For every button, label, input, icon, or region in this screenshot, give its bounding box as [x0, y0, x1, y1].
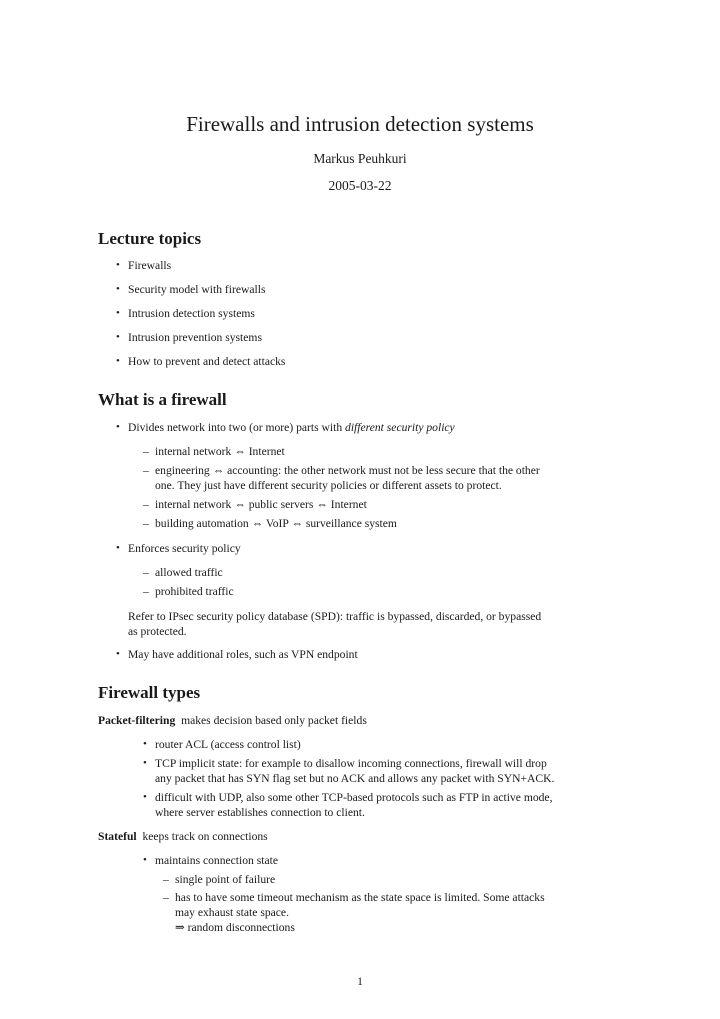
section-heading-firewall-types: Firewall types — [98, 683, 201, 702]
bullet-marker: • — [143, 757, 147, 769]
list-item-topic: Firewalls — [128, 259, 172, 272]
list-item: difficult with UDP, also some other TCP-based protocols such as FTP in active mode, — [155, 791, 553, 804]
sub-list-item-continuation: ⇒ random disconnections — [175, 921, 295, 934]
definition-item — [98, 829, 268, 844]
dash-marker: – — [163, 873, 169, 886]
dash-marker: – — [143, 445, 149, 458]
list-item-topic: Security model with firewalls — [128, 283, 266, 296]
dash-marker: – — [143, 585, 149, 598]
bullet-marker: • — [143, 738, 147, 750]
list-item: Enforces security policy — [128, 542, 241, 555]
sub-list-item: prohibited traffic — [155, 585, 234, 598]
bullet-marker: • — [116, 421, 120, 433]
bullet-marker: • — [116, 648, 120, 660]
definition-desc: makes decision based only packet fields — [181, 714, 367, 727]
list-item: router ACL (access control list) — [155, 738, 301, 751]
paragraph-text: Refer to IPsec security policy database (SPD): traffic is bypassed, discarded, or bypassed — [128, 610, 542, 623]
bullet-marker: • — [116, 307, 120, 319]
emphasis-text: different security policy — [345, 421, 455, 434]
sub-list-item-continuation: one. They just have different security policies or different assets to protect. — [155, 479, 502, 492]
list-item: TCP implicit state: for example to disallow incoming connections, firewall will drop — [155, 757, 547, 770]
sub-list-item: internal network ⇔ public servers ⇔ Internet — [155, 498, 367, 511]
bullet-marker: • — [116, 259, 120, 271]
sub-list-item: has to have some timeout mechanism as the state space is limited. Some attacks — [175, 891, 545, 904]
list-item-topic: Intrusion prevention systems — [128, 331, 262, 344]
dash-marker: – — [163, 891, 169, 904]
bullet-marker: • — [143, 854, 147, 866]
document-author: Markus Peuhkuri — [313, 151, 407, 166]
bullet-marker: • — [116, 283, 120, 295]
list-item: May have additional roles, such as VPN endpoint — [128, 648, 358, 661]
list-item-continuation: any packet that has SYN flag set but no ACK and allows any packet with SYN+ACK. — [155, 772, 555, 785]
paragraph-text: as protected. — [128, 625, 187, 638]
list-item-topic: How to prevent and detect attacks — [128, 355, 286, 368]
dash-marker: – — [143, 498, 149, 511]
sub-list-item: building automation ⇔ VoIP ⇔ surveillance system — [155, 517, 397, 530]
dash-marker: – — [143, 566, 149, 579]
bullet-marker: • — [116, 331, 120, 343]
dash-marker: – — [143, 464, 149, 477]
document-date: 2005-03-22 — [328, 178, 392, 193]
list-item: maintains connection state — [155, 854, 278, 867]
list-item — [128, 420, 455, 435]
sub-list-item: engineering ⇔ accounting: the other network must not be less secure that the other — [155, 464, 540, 477]
definition-desc: keeps track on connections — [142, 830, 268, 843]
bullet-marker: • — [116, 542, 120, 554]
sub-list-item: allowed traffic — [155, 566, 223, 579]
sub-list-item-continuation: may exhaust state space. — [175, 906, 289, 919]
sub-list-item: internal network ⇔ Internet — [155, 445, 285, 458]
section-heading-lecture-topics: Lecture topics — [98, 229, 202, 248]
list-item-continuation: where server establishes connection to client. — [155, 806, 365, 819]
definition-item — [98, 713, 367, 728]
bullet-marker: • — [116, 355, 120, 367]
document-title: Firewalls and intrusion detection systems — [186, 112, 534, 136]
dash-marker: – — [143, 517, 149, 530]
section-heading-what-is-firewall: What is a firewall — [98, 390, 227, 409]
page-number: 1 — [357, 975, 363, 988]
definition-term: Packet-filtering — [98, 714, 176, 727]
bullet-marker: • — [143, 791, 147, 803]
list-item-topic: Intrusion detection systems — [128, 307, 255, 320]
list-item-text: Divides network into two (or more) parts with — [128, 421, 346, 434]
definition-term: Stateful — [98, 830, 137, 843]
sub-list-item: single point of failure — [175, 873, 276, 886]
